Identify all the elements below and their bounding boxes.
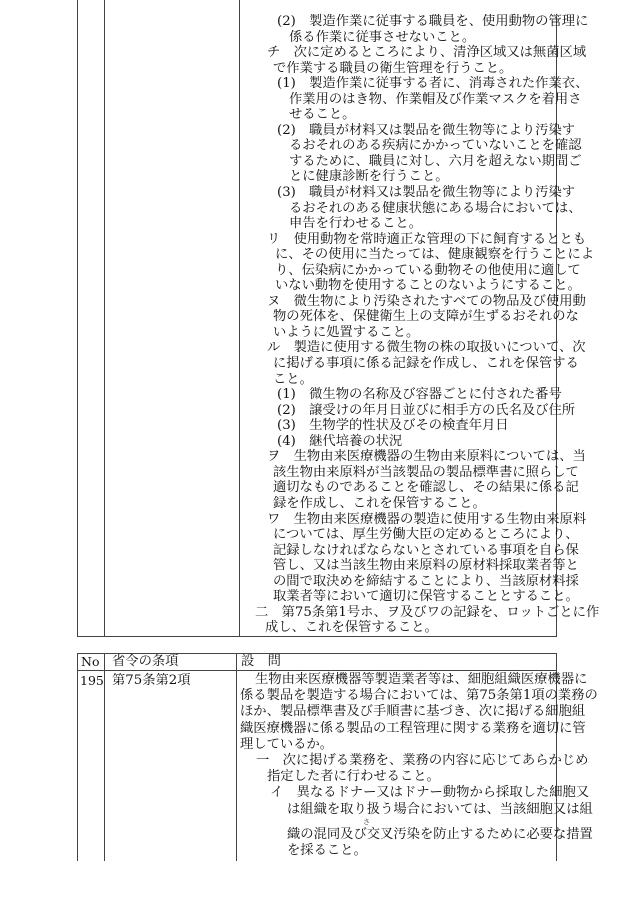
text-line: (1) 微生物の名称及び容器ごとに付された番号 [277, 387, 562, 403]
text-line: リ 使用動物を常時適正な管理の下に飼育するととも [267, 231, 587, 247]
upper-table-border-left [77, 0, 78, 637]
text-line: 作業用のはき物、作業帽及び作業マスクを着用さ [289, 91, 582, 107]
text-line: 係る製品を製造する場合においては、第75条第1項の業務の [240, 688, 598, 704]
text-line: 該生物由来原料が当該製品の製品標準書に照らして [273, 464, 579, 480]
header-no: No [81, 654, 100, 669]
text-line: 織の混同及び交叉汚染を防止するために必要な措置 [287, 826, 593, 842]
text-line: せること。 [289, 107, 356, 123]
text-line: に掲げる事項に係る記録を作成し、これを保管する [273, 356, 579, 372]
text-line: (4) 継代培養の状況 [277, 433, 403, 449]
table-divider-1 [104, 653, 105, 861]
text-line: (3) 生物学的性状及びその検査年月日 [277, 418, 509, 434]
text-line: 織医療機器に係る製品の工程管理に関する業務を適切に管 [240, 720, 586, 736]
text-line: 適切なものであることを確認し、その結果に係る記 [273, 480, 579, 496]
upper-question-text [240, 14, 600, 636]
row-question-text [240, 672, 598, 859]
text-line: るおそれのある健康状態にある場合においては、 [289, 200, 582, 216]
header-question: 設 問 [241, 654, 281, 669]
text-line: 申告を行わせること。 [289, 216, 422, 232]
text-line: (1) 製造作業に従事する者に、消毒された作業衣、 [277, 76, 589, 92]
text-line: ヲ 生物由来医療機器の生物由来原料については、当 [267, 449, 586, 465]
text-line: で作業する職員の衛生管理を行うこと。 [273, 60, 513, 76]
row-article: 第75条第2項 [112, 673, 191, 688]
header-article: 省令の条項 [112, 654, 179, 669]
table-divider-2 [236, 653, 237, 861]
text-line: 物の死体を、保健衛生上の支障が生ずるおそれのな [273, 309, 579, 325]
text-line: チ 次に定めるところにより、清浄区域又は無菌区域 [267, 45, 587, 61]
text-line: ル 製造に使用する微生物の株の取扱いについて、次 [267, 340, 586, 356]
text-line: ほか、製品標準書及び手順書に基づき、次に掲げる細胞組 [240, 704, 586, 720]
table-border-left [77, 653, 78, 861]
text-line: に、その使用に当たっては、健康観察を行うことによ [275, 247, 595, 263]
text-line: 管し、又は当該生物由来原料の原材料採取業者等と [273, 558, 579, 574]
text-line: 成し、これを保管すること。 [265, 620, 438, 636]
text-line: 係る作業に従事させないこと。 [289, 29, 476, 45]
text-line: 理しているか。 [240, 736, 334, 752]
text-line: (2) 製造作業に従事する職員を、使用動物の管理に [277, 14, 589, 29]
text-line: については、厚生労働大臣の定めるところにより、 [273, 527, 579, 543]
upper-table-bottom-border [77, 636, 557, 637]
text-line: するために、職員に対し、六月を超えない期間ご [289, 153, 582, 169]
text-line: ワ 生物由来医療機器の製造に使用する生物由来原料 [267, 511, 587, 527]
text-line: り、伝染病にかかっている動物その他使用に適して [275, 262, 581, 278]
text-line: の間で取決めを締結することにより、当該原材料採 [273, 573, 579, 589]
text-line: を採ること。 [287, 842, 367, 858]
text-line: ヌ 微生物により汚染されたすべての物品及び使用動 [267, 293, 586, 309]
text-line: 録を作成し、これを保管すること。 [273, 495, 486, 511]
text-line: 記録しなければならないとされている事項を自ら保 [273, 542, 579, 558]
text-line: 生物由来医療機器等製造業者等は、細胞組織医療機器に [255, 672, 588, 687]
text-line: は組織を取り扱う場合においては、当該細胞又は組 [287, 801, 593, 817]
text-line: (2) 譲受けの年月日並びに相手方の氏名及び住所 [277, 402, 576, 418]
table-header-bottom-border [77, 670, 557, 671]
text-line: 二 第75条第1号ホ、ヲ及びワの記録を、ロットごとに作 [255, 604, 600, 620]
text-line: (2) 職員が材料又は製品を微生物等により汚染す [277, 122, 576, 138]
upper-table-divider-1 [104, 0, 105, 637]
text-line: とに健康診断を行うこと。 [289, 169, 449, 185]
text-line: こと。 [273, 371, 313, 387]
text-line: いない動物を使用することのないようにすること。 [275, 278, 581, 294]
text-line: イ 異なるドナー又はドナー動物から採取した細胞又 [270, 785, 590, 801]
text-line: 指定した者に行わせること。 [267, 769, 440, 785]
furigana: さ [363, 818, 370, 826]
row-no: 195 [80, 673, 104, 688]
text-line: いように処置すること。 [273, 324, 420, 340]
text-line: (3) 職員が材料又は製品を微生物等により汚染す [277, 185, 576, 201]
text-line: るおそれのある疾病にかかっていないことを確認 [289, 138, 582, 154]
text-line: 取業者等において適切に保管することとすること。 [273, 589, 579, 605]
text-line: 一 次に掲げる業務を、業務の内容に応じてあらかじめ [256, 752, 589, 768]
